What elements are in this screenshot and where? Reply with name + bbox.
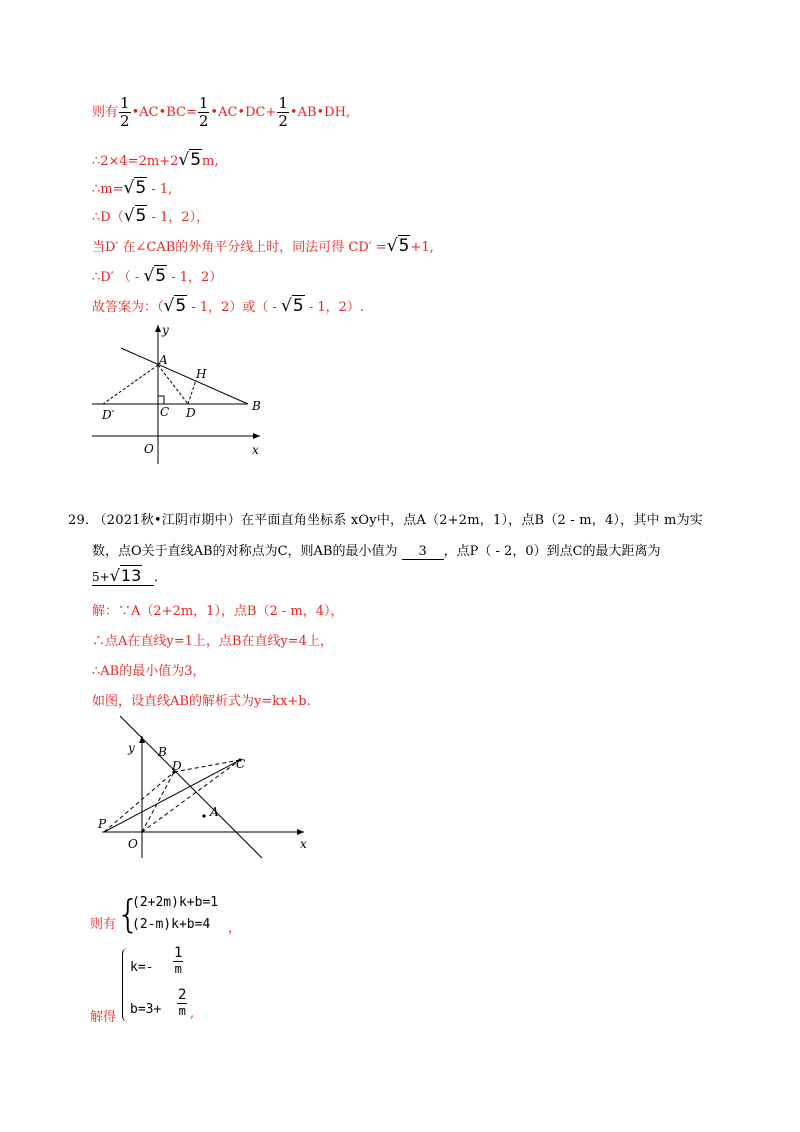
sqrt-symbol: √5 (143, 266, 167, 286)
b-solution: b=3+ (130, 1002, 162, 1017)
fraction-2-over-m: $\frac{2}{m}$ (178, 987, 187, 1018)
label-d: D (172, 759, 182, 773)
sqrt-symbol: √5 (386, 236, 410, 256)
label-p: P (98, 817, 107, 831)
label-b: B (252, 399, 261, 413)
line-ab (120, 716, 262, 858)
k-solution: k=- (130, 960, 154, 975)
label-a: A (159, 353, 168, 367)
label-y: y (128, 741, 135, 755)
segment-dh (188, 380, 196, 404)
segment-od (142, 772, 174, 832)
line-ab (121, 348, 248, 404)
line-equation-1: ∴2×4=2m+2√5m, (92, 150, 219, 170)
label-d: D (186, 406, 196, 420)
answer-blank-1: 3 (402, 544, 444, 560)
line-exterior-bisector: 当D′ 在∠CAB的外角平分线上时，同法可得 CD′ =√5+1, (92, 236, 434, 256)
label-d-prime: D′ (102, 408, 115, 422)
label-c: C (160, 405, 170, 419)
answer-blank-2: 5+√13 (92, 566, 154, 586)
fraction-half: $\frac{1}{2}$ (198, 94, 209, 130)
left-brace: { (116, 892, 141, 936)
label-o: O (128, 837, 138, 851)
line-m-value: ∴m=√5 - 1, (92, 178, 173, 198)
sqrt-symbol: √5 (281, 296, 304, 316)
fraction-half: $\frac{1}{2}$ (278, 94, 288, 130)
line-point-d-prime: ∴D′ （ - √5 - 1，2） (92, 266, 223, 286)
left-brace (122, 948, 129, 1022)
segment-pd (104, 772, 174, 832)
question-29-line-2: 数，点O关于直线AB的对称点为C，则AB的最小值为 3 ，点P（ - 2，0）到点C的最大距离为 (92, 544, 661, 559)
label-o: O (144, 442, 154, 456)
sqrt-symbol: √5 (178, 150, 202, 170)
sqrt-symbol: √5 (123, 178, 147, 198)
equation-2: (2-m)k+b=4 (132, 917, 211, 932)
label-x: x (300, 837, 307, 851)
fraction-1-over-m: $\frac{1}{m}$ (174, 945, 183, 976)
label-a: A (210, 805, 219, 819)
sqrt-symbol: √5 (163, 296, 187, 316)
line-point-d: ∴D（√5 - 1，2）， (92, 206, 210, 226)
label-h: H (196, 367, 207, 381)
line-answer: 故答案为：（√5 - 1，2）或（ - √5 - 1，2）. (92, 296, 365, 316)
segment-ad-prime (103, 365, 158, 404)
point-a (202, 814, 205, 817)
geometry-figure-1 (88, 320, 288, 470)
equation-1: (2+2m)k+b=1 (132, 895, 219, 910)
solution-line-2: ∴点A在直线y=1上，点B在直线y=4上， (92, 634, 333, 649)
line-then-have: 则有 $\frac{1}{2}$ •AC•BC= $\frac{1}{2}$ •AC•DC+ $\frac{1}{2}$ •AB•DH, (92, 94, 351, 130)
geometry-figure-2 (92, 712, 322, 862)
question-29-line-3: 5+√13 ． (92, 566, 168, 585)
segment-dc (174, 760, 240, 772)
solution-line-4: 如图，设直线AB的解析式为y=kx+b. (92, 694, 311, 709)
sqrt-symbol: √5 (123, 206, 147, 226)
label-x: x (252, 443, 259, 457)
label-c: C (236, 757, 246, 771)
solution-line-3: ∴AB的最小值为3， (92, 664, 206, 679)
question-29-line-1: 29. （2021秋•江阴市期中）在平面直角坐标系 xOy中，点A（2+2m，1），点B（2 - m，4），其中 m为实 (68, 513, 703, 528)
label-y: y (162, 323, 169, 337)
solution-line-1: 解：∵A（2+2m，1），点B（2 - m，4）， (92, 604, 344, 619)
label-b: B (158, 745, 167, 759)
fraction-half: $\frac{1}{2}$ (120, 94, 130, 130)
right-angle-mark (158, 396, 164, 404)
